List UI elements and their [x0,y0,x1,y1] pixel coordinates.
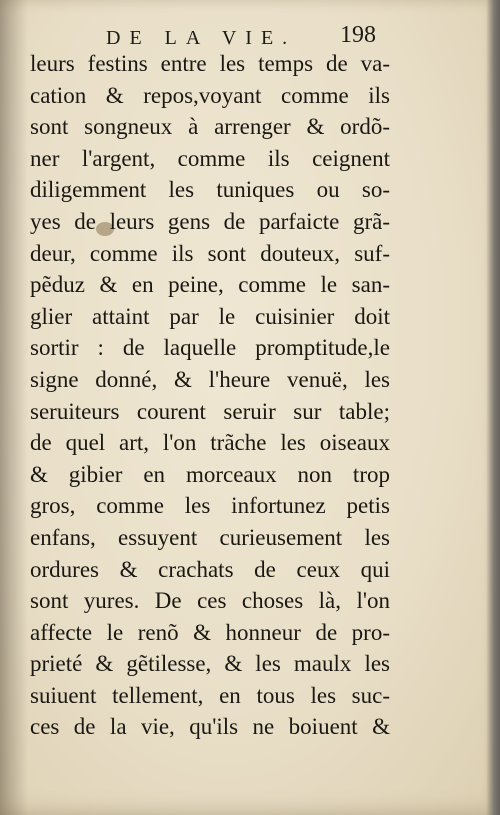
text-line: glier attaint par le cuisinier doit [30,303,390,329]
text-line: ces de la vie, qu'ils ne boiuent & [30,714,390,740]
text-line: pẽduz & en peine, comme le san- [30,272,390,298]
text-line: signe donné, & l'heure venuë, les [30,366,390,392]
text-line: sortir : de laquelle promptitude,le [30,335,390,361]
page-edge [486,0,500,815]
text-line: diligemment les tuniques ou so- [30,177,390,203]
body-text [30,48,390,743]
text-line: & gibier en morceaux non trop [30,461,390,487]
running-head: DE LA VIE. [106,27,297,49]
text-line: leurs festins entre les temps de va- [30,51,390,76]
text-line: ordures & crachats de ceux qui [30,556,390,582]
text-line: affecte le renõ & honneur de pro- [30,619,390,645]
text-line: ner l'argent, comme ils ceignent [30,145,390,171]
gutter-shadow [0,0,28,815]
text-line: yes de leurs gens de parfaicte grã- [30,208,390,234]
text-line: gros, comme les infortunez petis [30,493,390,519]
text-line: deur, comme ils sont douteux, suf- [30,240,390,266]
text-line: sont yures. De ces choses là, l'on [30,588,390,614]
text-line: seruiteurs courent seruir sur table; [30,398,390,424]
text-line: suiuent tellement, en tous les suc- [30,682,390,708]
page-number: 198 [340,22,376,48]
text-line: cation & repos,voyant comme ils [30,82,390,108]
text-line: de quel art, l'on trãche les oiseaux [30,430,390,456]
text-line: sont songneux à arrenger & ordõ- [30,114,390,140]
text-line: enfans, essuyent curieusement les [30,524,390,550]
text-line: prieté & gẽtilesse, & les maulx les [30,651,390,677]
